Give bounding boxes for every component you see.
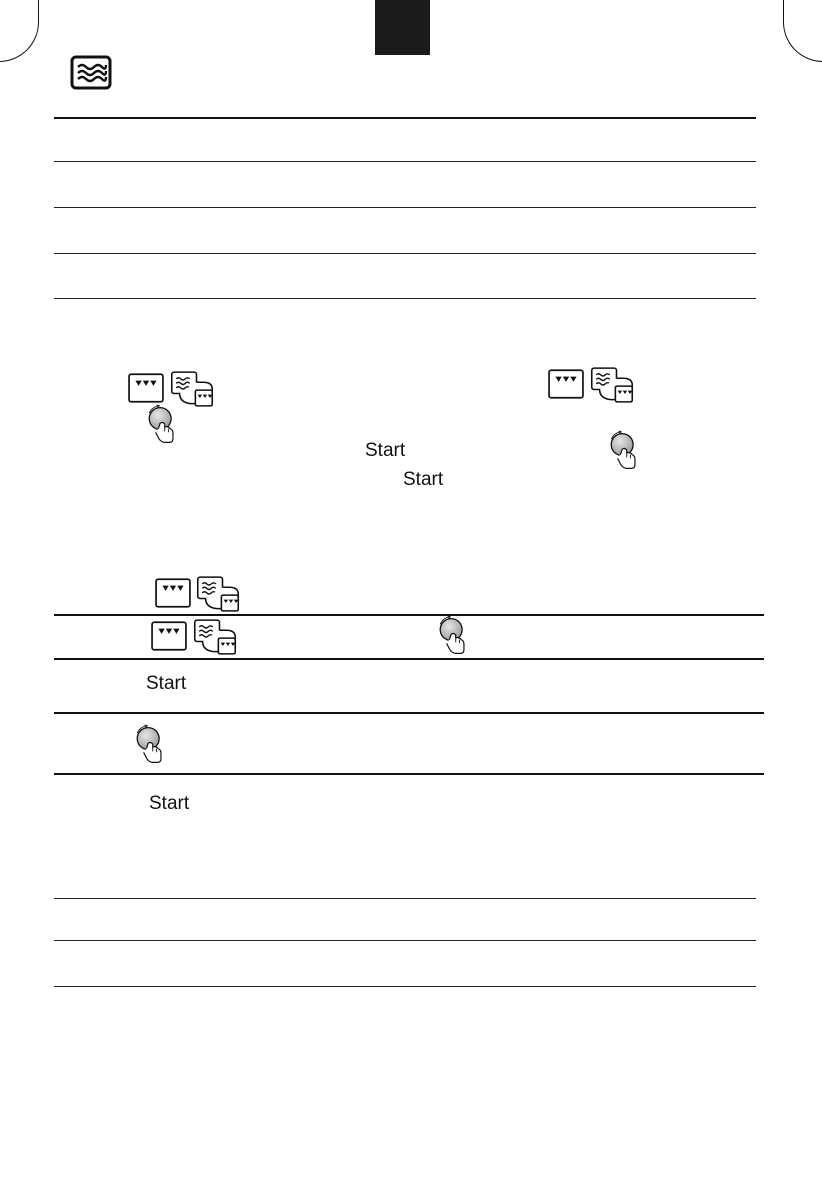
crop-mark-right <box>783 0 822 62</box>
rotary-dial-hand-icon <box>436 615 470 657</box>
start-button-label: Start <box>146 673 187 694</box>
table-rule <box>54 207 756 208</box>
step-rule <box>54 712 764 714</box>
start-button-label: Start <box>365 440 406 461</box>
table-rule <box>54 298 756 299</box>
grill-element-icon <box>155 578 191 608</box>
rotary-dial-hand-icon <box>145 404 179 446</box>
start-button-label: Start <box>149 793 190 814</box>
microwave-grill-combi-icon <box>590 367 634 403</box>
table-rule <box>54 253 756 254</box>
microwave-grill-combi-icon <box>193 619 237 655</box>
table-rule <box>54 161 756 162</box>
table-rule <box>54 898 756 899</box>
microwave-grill-combi-icon <box>170 371 214 407</box>
microwave-grill-combi-icon <box>196 576 240 612</box>
start-button-label: Start <box>403 469 444 490</box>
rotary-dial-hand-icon <box>607 430 641 472</box>
microwave-waves-icon <box>70 55 112 90</box>
rotary-dial-hand-icon <box>133 724 167 766</box>
grill-element-icon <box>128 373 164 403</box>
crop-mark-left <box>0 0 39 62</box>
page-tab <box>375 0 430 55</box>
table-rule <box>54 986 756 987</box>
step-rule <box>54 773 764 775</box>
table-rule <box>54 117 756 119</box>
step-rule <box>54 614 764 616</box>
table-rule <box>54 940 756 941</box>
step-rule <box>54 658 764 660</box>
grill-element-icon <box>151 621 187 651</box>
grill-element-icon <box>548 369 584 399</box>
